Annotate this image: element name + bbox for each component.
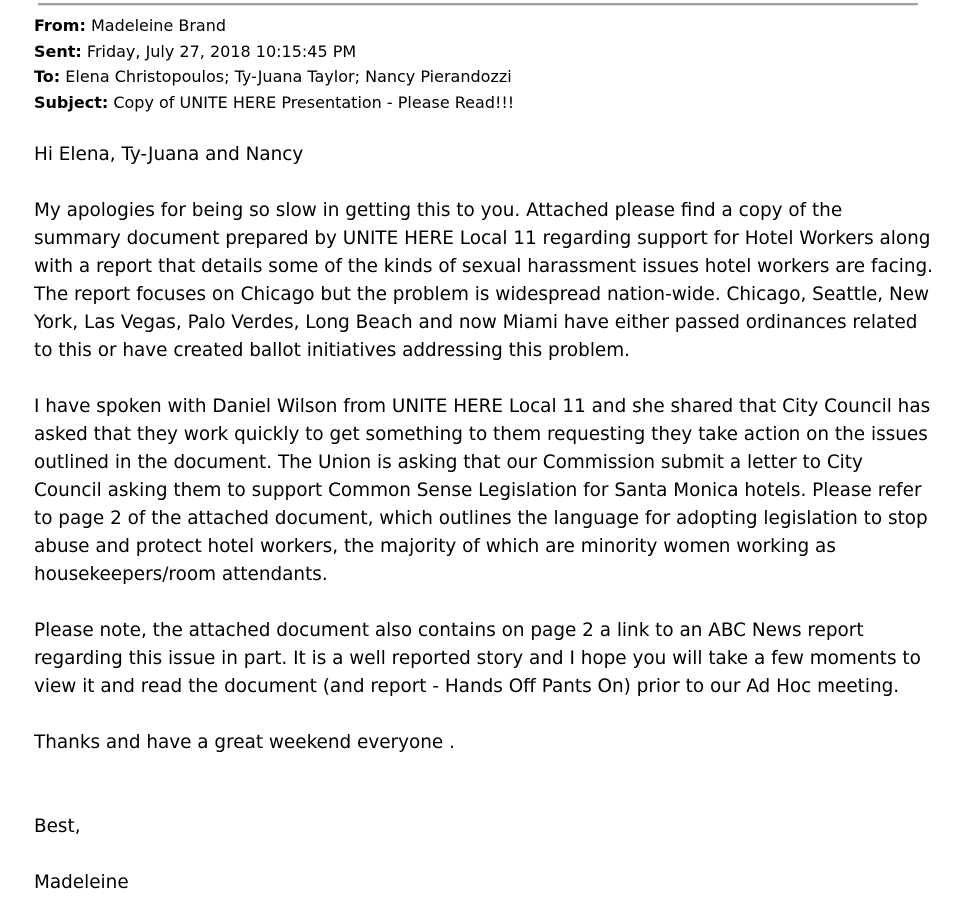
to-label: To: bbox=[34, 67, 61, 86]
email-body bbox=[34, 141, 934, 897]
email-header bbox=[34, 13, 514, 115]
paragraph-abc-news: Please note, the attached document also contains on page 2 a link to an ABC News report regarding this issue in part. It is a well reported story and I hope you will take a few moments to view it and read the document (and report - Hands Off Pants On) prior to our Ad Hoc meeting. bbox=[34, 620, 921, 697]
from-line bbox=[34, 13, 514, 39]
paragraph-apologies: My apologies for being so slow in getting this to you. Attached please find a copy of the summary document prepared by UNITE HERE Local 11 regarding support for Hotel Workers along with a report that details some of the kinds of sexual harassment issues hotel workers are facing. The report focuses on Chicago but the problem is widespread nation-wide. Chicago, Seattle, New York, Las Vegas, Palo Verdes, Long Beach and now Miami have either passed ordinances related to this or have created ballot initiatives addressing this problem. bbox=[34, 200, 934, 361]
sent-line bbox=[34, 39, 514, 65]
sent-label: Sent: bbox=[34, 41, 82, 61]
from-value: Madeleine Brand bbox=[90, 16, 227, 35]
greeting: Hi Elena, Ty-Juana and Nancy bbox=[34, 144, 304, 165]
signoff: Best, bbox=[34, 816, 81, 837]
to-value: Elena Christopoulos; Ty-Juana Taylor; Nancy Pierandozzi bbox=[65, 67, 512, 86]
header-separator bbox=[38, 3, 918, 6]
subject-label: Subject: bbox=[34, 92, 109, 112]
thanks-line: Thanks and have a great weekend everyone . bbox=[34, 732, 455, 753]
from-label: From: bbox=[34, 16, 86, 35]
subject-line bbox=[34, 90, 514, 116]
sent-value: Friday, July 27, 2018 10:15:45 PM bbox=[86, 41, 357, 61]
signature: Madeleine bbox=[34, 872, 129, 893]
to-line bbox=[34, 64, 514, 90]
subject-value: Copy of UNITE HERE Presentation - Please Read!!! bbox=[113, 92, 515, 112]
paragraph-city-council: I have spoken with Daniel Wilson from UNITE HERE Local 11 and she shared that City Council has asked that they work quickly to get something to them requesting they take action on the issues outlined in the document. The Union is asking that our Commission submit a letter to City Council asking them to support Common Sense Legislation for Santa Monica hotels. Please refer to page 2 of the attached document, which outlines the language for adopting legislation to stop abuse and protect hotel workers, the majority of which are minority women working as housekeepers/room attendants. bbox=[34, 396, 931, 585]
